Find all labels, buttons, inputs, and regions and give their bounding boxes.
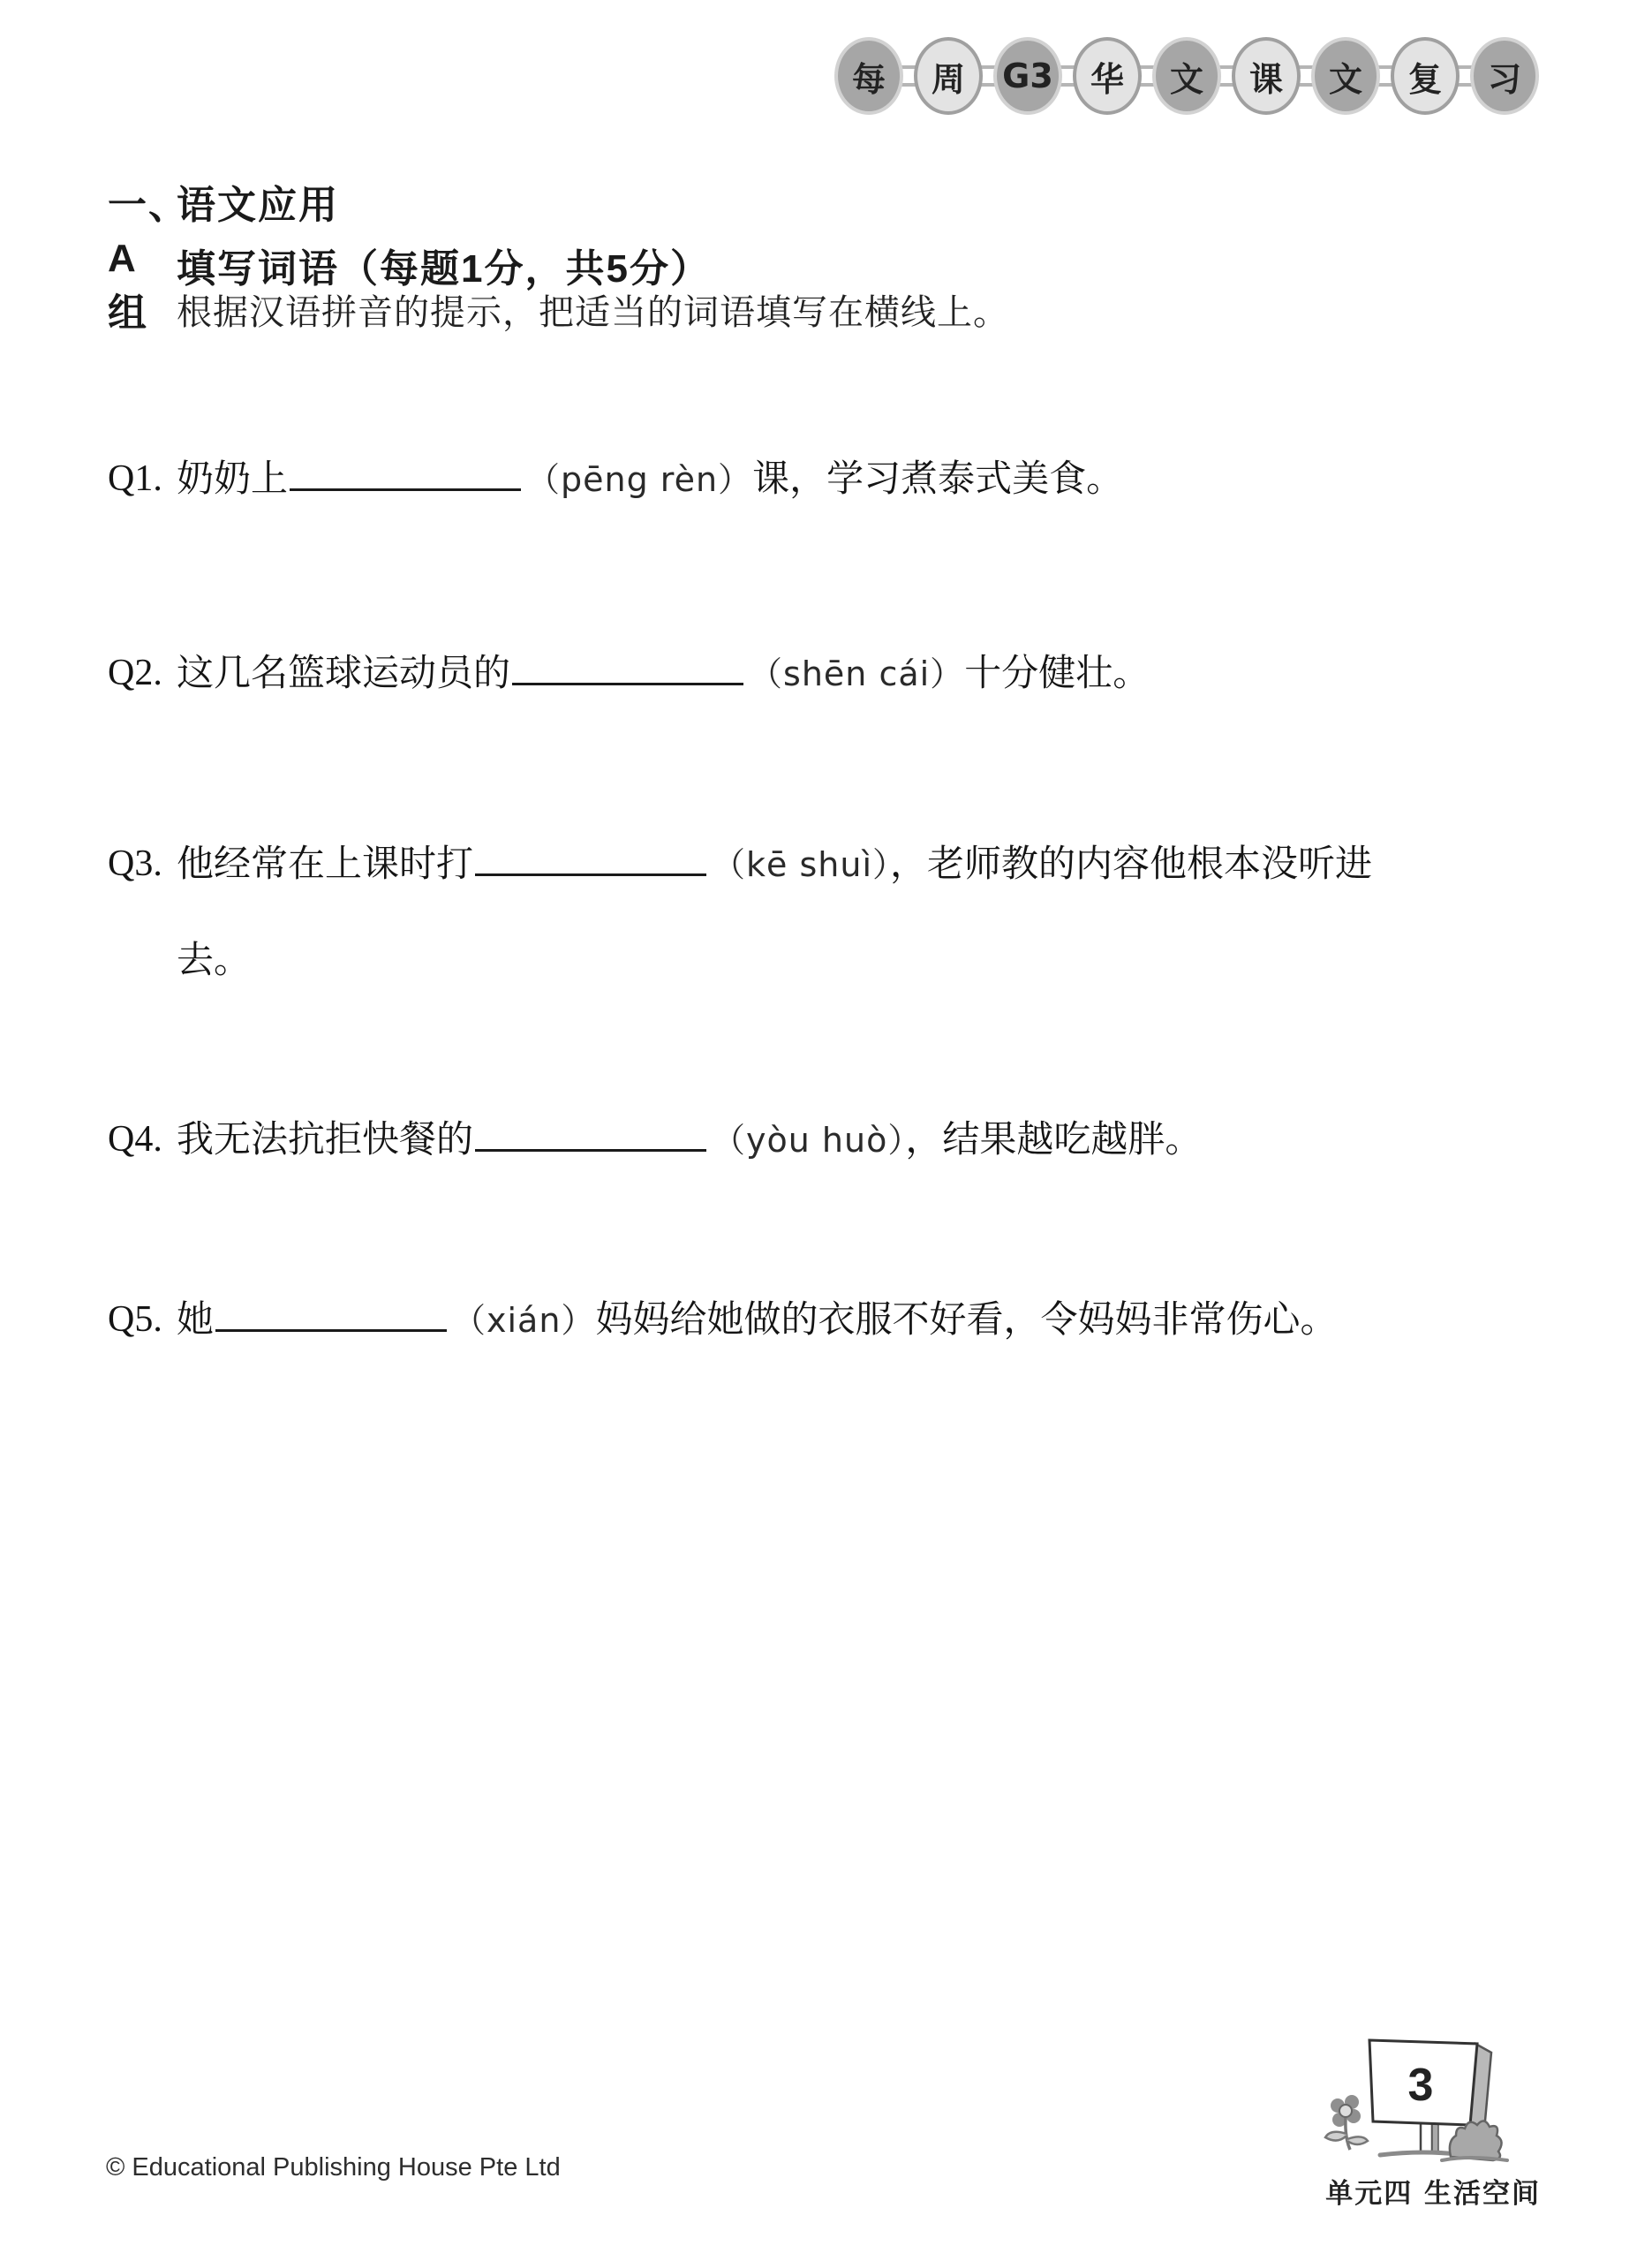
logo-bubble: 文 [1152,37,1221,115]
flower-icon [1325,2095,1368,2150]
logo-bubble: 周 [914,37,983,115]
question-row [108,431,1406,527]
answer-blank [475,1146,706,1152]
pinyin-hint: （kē shuì） [712,845,891,884]
pinyin-hint: （yòu huò） [712,1121,906,1160]
question-label: Q5. [108,1299,162,1340]
question-post-text: 妈妈给她做的衣服不好看，令妈妈非常伤心。 [595,1297,1338,1341]
logo-bubble: 华 [1073,37,1142,115]
question-label: Q4. [108,1119,162,1160]
logo-bubble: G3 [993,37,1062,115]
answer-blank [215,1326,447,1332]
footer-copyright: © Educational Publishing House Pte Ltd [106,2153,561,2182]
question-pre-text: 他经常在上课时打 [177,842,474,885]
logo-bubble: 文 [1311,37,1380,115]
section-number: 一、 [108,184,189,227]
logo-bubble: 每 [834,37,903,115]
group-title: 填写词语（每题1分，共5分） [177,247,711,291]
answer-blank [475,870,706,876]
page-number: 3 [1407,2060,1434,2111]
question-label: Q3. [108,843,162,884]
group-label: A组 [108,237,148,335]
bush-icon [1442,2121,1507,2160]
section-heading [108,173,339,230]
question-row [108,625,1406,722]
question-pre-text: 这几名篮球运动员的 [177,651,511,694]
section-title: 语文应用 [177,184,339,227]
pinyin-hint: （shēn cái） [749,654,965,693]
pinyin-hint: （pēng rèn） [526,460,753,499]
pinyin-hint: （xián） [452,1301,596,1340]
answer-blank [290,485,521,491]
unit-label: 单元四 生活空间 [1325,2178,1541,2210]
logo-bubble: 习 [1470,37,1539,115]
header-logo [834,37,1539,115]
page-number-signpost-illustration [1318,2031,1548,2173]
question-pre-text: 她 [177,1297,215,1341]
question-row [108,1092,1406,1188]
question-post-text: ，结果越吃越胖。 [905,1117,1203,1161]
logo-bubble: 复 [1391,37,1460,115]
answer-blank [512,679,743,685]
question-post-text: 课，学习煮泰式美食。 [752,457,1124,500]
instruction-text: 根据汉语拼音的提示，把适当的词语填写在横线上。 [177,292,1009,333]
question-label: Q2. [108,653,162,693]
question-row [108,816,1406,1008]
question-post-text: ，老师教的内容他根本没听进去。 [177,842,1373,981]
question-pre-text: 我无法抗拒快餐的 [177,1117,474,1161]
question-pre-text: 奶奶上 [177,457,289,500]
question-label: Q1. [108,458,162,499]
logo-bubble: 课 [1232,37,1301,115]
question-row [108,1272,1406,1368]
question-post-text: 十分健壮。 [964,651,1150,694]
